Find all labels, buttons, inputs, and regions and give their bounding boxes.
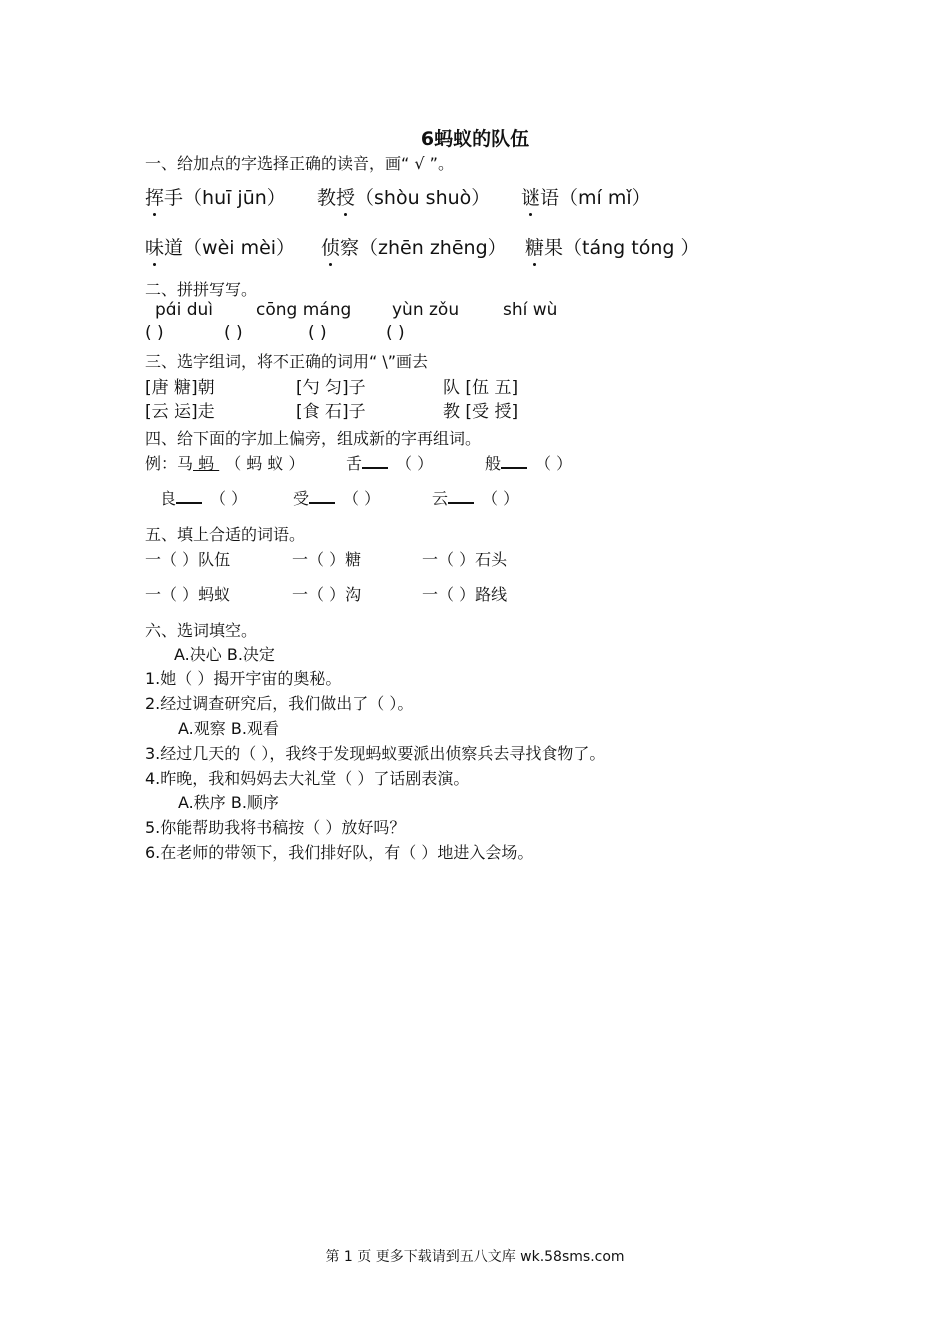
- question-6[interactable]: 6.在老师的带领下，我们排好队，有（ ）地进入会场。: [145, 843, 534, 862]
- section-6-heading: 六、选词填空。: [145, 621, 258, 640]
- pinyin-choice-item: 味道（wèi mèi）: [145, 233, 295, 260]
- measure-word-item[interactable]: 一（ ）路线: [422, 585, 508, 604]
- word-paren[interactable]: （ ）: [396, 454, 434, 473]
- char-choice[interactable]: [云 运]走: [145, 402, 215, 422]
- char-choice[interactable]: [食 石]子: [296, 402, 366, 422]
- pinyin-options: （huī jūn）: [183, 187, 286, 209]
- word-paren[interactable]: （ ）: [210, 489, 248, 508]
- pinyin-choice-item: 糖果（táng tóng ）: [525, 233, 699, 260]
- question-4[interactable]: 4.昨晚，我和妈妈去大礼堂（ ）了话剧表演。: [145, 769, 470, 788]
- example-prefix: 例：马: [145, 454, 194, 473]
- measure-word-item[interactable]: 一（ ）沟: [292, 585, 362, 604]
- pinyin-options: （mí mǐ）: [559, 187, 651, 209]
- answer-bracket[interactable]: ( ): [386, 323, 405, 343]
- pinyin-choice-item: 挥手（huī jūn）: [145, 187, 286, 209]
- radical-item: [485, 451, 572, 474]
- pinyin-choice-item: 谜语（mí mǐ）: [521, 183, 651, 210]
- fill-blank[interactable]: [176, 488, 202, 504]
- word-paren[interactable]: （ ）: [535, 454, 573, 473]
- fill-blank[interactable]: [448, 488, 474, 504]
- measure-word-item[interactable]: 一（ ）队伍: [145, 550, 231, 569]
- char-choice[interactable]: 教 [受 授]: [443, 402, 519, 422]
- pinyin-options: （shòu shuò）: [355, 187, 491, 209]
- section-4-heading: 四、给下面的字加上偏旁，组成新的字再组词。: [145, 429, 482, 448]
- pinyin-word: cōng máng: [256, 300, 352, 320]
- char-choice[interactable]: [勺 匀]子: [296, 378, 366, 398]
- pinyin-word: yùn zǒu: [392, 300, 460, 320]
- radical-item: [160, 486, 247, 509]
- section-1-heading: 一、给加点的字选择正确的读音，画“ √ ”。: [145, 154, 454, 173]
- pinyin-word: pɑ́i duì: [155, 300, 213, 320]
- question-1[interactable]: 1.她（ ）揭开宇宙的奥秘。: [145, 669, 342, 688]
- char-choice[interactable]: [唐 糖]朝: [145, 378, 215, 398]
- section-3-heading: 三、选字组词，将不正确的词用“ \”画去: [145, 352, 429, 371]
- section-5-heading: 五、填上合适的词语。: [145, 525, 306, 544]
- page-footer: 第 1 页 更多下载请到五八文库 wk.58sms.com: [325, 1249, 625, 1265]
- base-char: 般: [485, 454, 502, 473]
- fill-blank[interactable]: [309, 488, 335, 504]
- measure-word-item[interactable]: 一（ ）糖: [292, 550, 362, 569]
- answer-bracket[interactable]: ( ): [145, 323, 164, 343]
- base-char: 云: [432, 489, 449, 508]
- dotted-char: 糖: [525, 233, 544, 260]
- word-paren[interactable]: （ ）: [482, 489, 520, 508]
- radical-item: [346, 451, 433, 474]
- base-char: 舌: [346, 454, 363, 473]
- base-char: 受: [293, 489, 310, 508]
- pinyin-choice-item: 侦察（zhēn zhēng）: [321, 233, 507, 260]
- base-char: 良: [160, 489, 177, 508]
- pinyin-word: shí wù: [503, 300, 558, 320]
- question-2[interactable]: 2.经过调查研究后，我们做出了（ ）。: [145, 694, 414, 713]
- question-5[interactable]: 5.你能帮助我将书稿按（ ）放好吗？: [145, 818, 406, 837]
- pinyin-choice-item: 教授（shòu shuò）: [317, 183, 490, 210]
- radical-example-row: [145, 451, 304, 474]
- fill-blank[interactable]: [501, 453, 527, 469]
- measure-word-item[interactable]: 一（ ）蚂蚁: [145, 585, 231, 604]
- fill-blank[interactable]: [362, 453, 388, 469]
- answer-bracket[interactable]: ( ): [308, 323, 327, 343]
- radical-item: [293, 486, 380, 509]
- dotted-char: 味: [145, 233, 164, 260]
- example-answer: 蚂: [193, 454, 220, 473]
- pinyin-options: （zhēn zhēng）: [359, 237, 507, 259]
- pinyin-choice-row-1: [145, 183, 286, 210]
- page-title: 6蚂蚁的队伍: [420, 128, 530, 150]
- word-options: A.秩序 B.顺序: [178, 793, 279, 812]
- pinyin-options: （táng tóng ）: [563, 237, 700, 259]
- word-options: A.决心 B.决定: [174, 645, 275, 664]
- dotted-char: 谜: [521, 183, 540, 210]
- char-choice[interactable]: 队 [伍 五]: [443, 378, 519, 398]
- radical-item: [432, 486, 519, 509]
- word-paren[interactable]: （ ）: [343, 489, 381, 508]
- measure-word-item[interactable]: 一（ ）石头: [422, 550, 508, 569]
- dotted-char: 侦: [321, 233, 340, 260]
- pinyin-options: （wèi mèi）: [183, 237, 296, 259]
- dotted-char: 授: [336, 183, 355, 210]
- dotted-char: 挥: [145, 183, 164, 210]
- section-2-heading: 二、拼拼写写。: [145, 280, 258, 299]
- word-options: A.观察 B.观看: [178, 719, 279, 738]
- answer-bracket[interactable]: ( ): [224, 323, 243, 343]
- question-3[interactable]: 3.经过几天的（ ），我终于发现蚂蚁要派出侦察兵去寻找食物了。: [145, 744, 606, 763]
- example-word: （ 蚂 蚁 ）: [225, 454, 305, 473]
